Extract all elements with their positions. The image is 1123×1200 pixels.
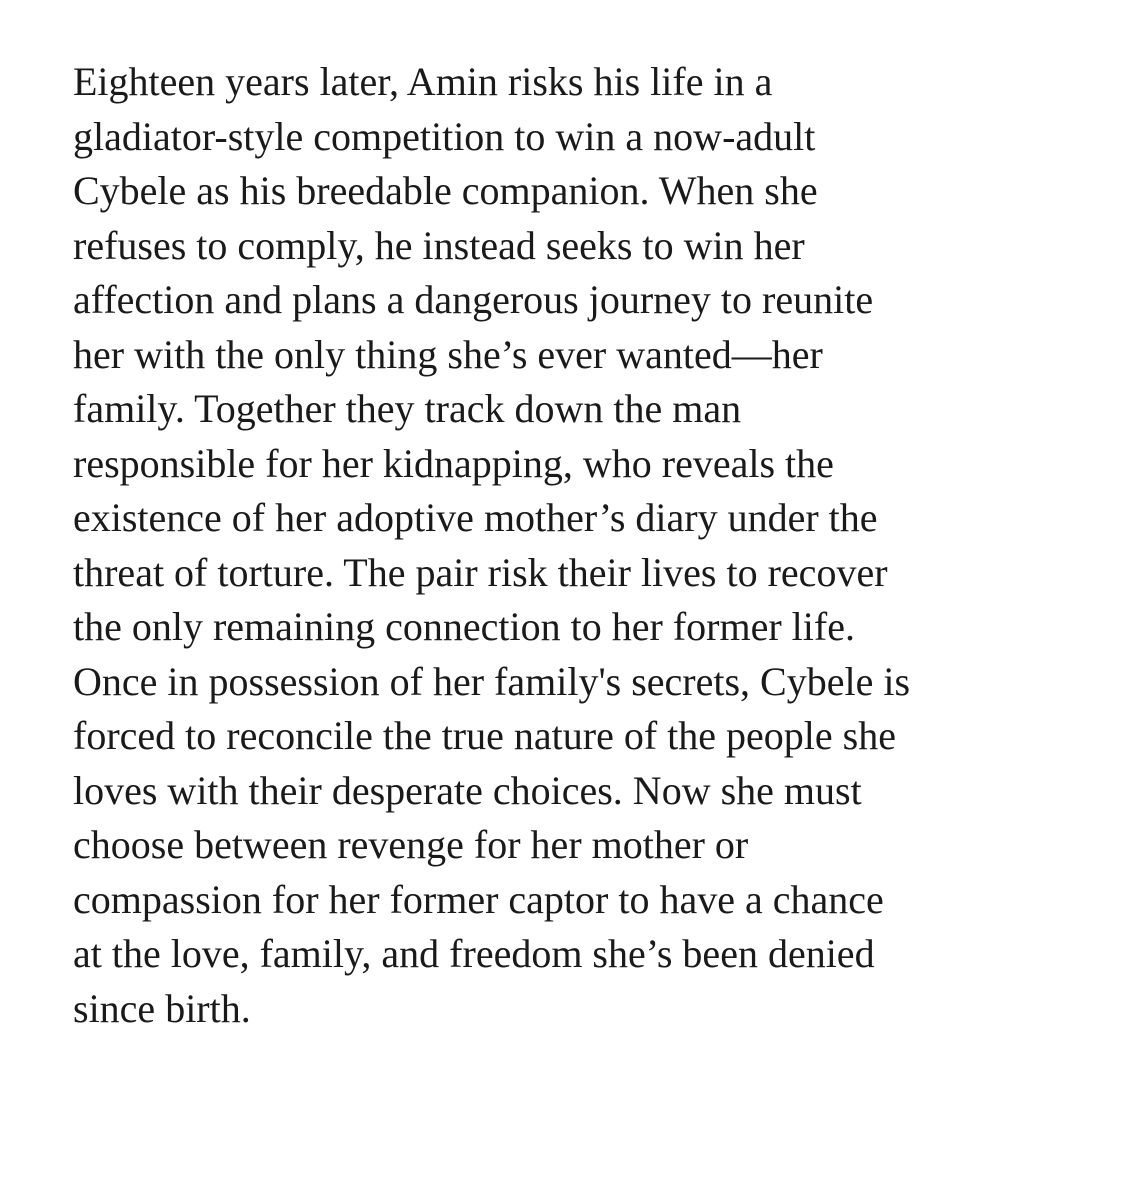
- text-line-11: the only remaining connection to her former life.: [73, 604, 855, 649]
- text-line-5: affection and plans a dangerous journey to reunite: [73, 277, 874, 322]
- text-line-13: forced to reconcile the true nature of the people she: [73, 713, 896, 758]
- text-line-8: responsible for her kidnapping, who reveals the: [73, 440, 834, 486]
- text-line-9: existence of her adoptive mother’s diary under the: [73, 495, 878, 540]
- synopsis-paragraph: [73, 55, 1093, 1036]
- text-line-12: Once in possession of her family's secrets, Cybele is: [73, 658, 911, 704]
- text-line-6: her with the only thing she’s ever wanted—her: [73, 331, 823, 377]
- text-line-17: at the love, family, and freedom she’s been denied: [73, 931, 875, 976]
- text-line-2: gladiator-style competition to win a now-adult: [73, 113, 816, 159]
- text-line-10: threat of torture. The pair risk their lives to recover: [73, 549, 888, 595]
- text-line-14: loves with their desperate choices. Now she must: [73, 767, 862, 813]
- text-line-15: choose between revenge for her mother or: [73, 822, 749, 867]
- text-line-16: compassion for her former captor to have a chance: [73, 876, 884, 922]
- text-line-3: Cybele as his breedable companion. When she: [73, 168, 818, 213]
- text-line-18: since birth.: [73, 985, 251, 1031]
- text-line-4: refuses to comply, he instead seeks to win her: [73, 222, 805, 268]
- text-line-7: family. Together they track down the man: [73, 386, 742, 431]
- text-line-1: Eighteen years later, Amin risks his life in a: [73, 59, 773, 104]
